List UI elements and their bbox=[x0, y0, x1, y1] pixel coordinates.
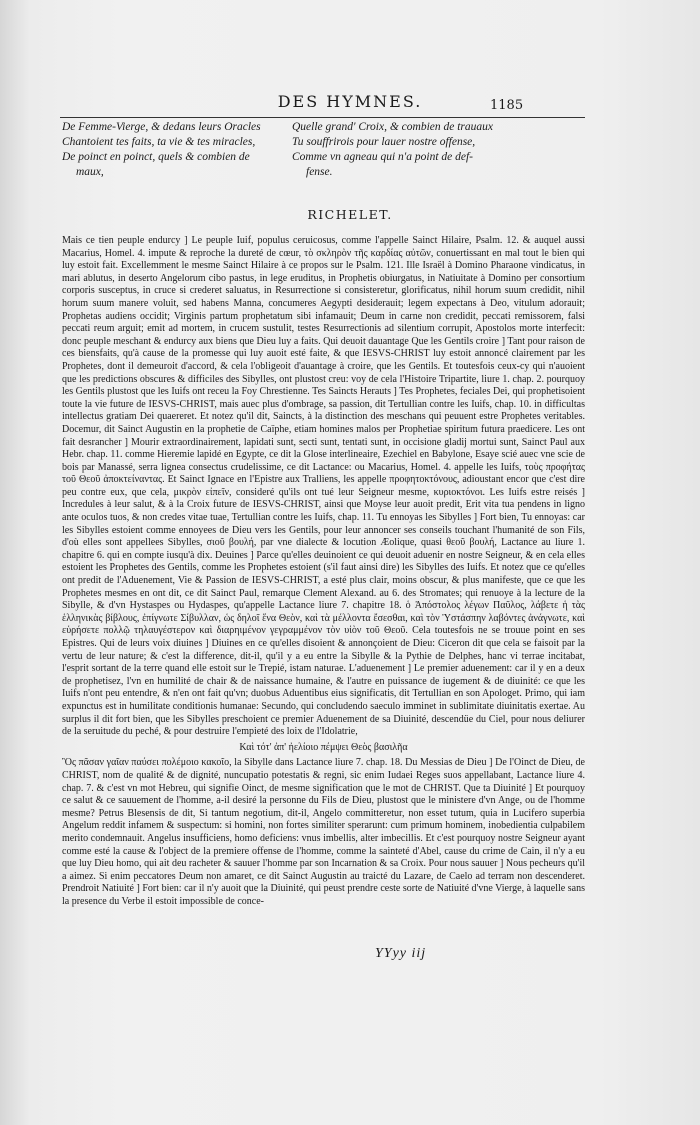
header-rule bbox=[60, 117, 585, 118]
verse-line: De Femme-Vierge, & dedans leurs Oracles bbox=[62, 121, 261, 133]
page-number: 1185 bbox=[490, 98, 524, 113]
verse-line: Chantoient tes faits, ta vie & tes miracles, bbox=[62, 136, 256, 148]
verse-line: Comme vn agneau qui n'a point de def- bbox=[292, 151, 473, 163]
verse-line: De poinct en poinct, quels & combien de bbox=[62, 151, 250, 163]
verse-line: Tu souffrirois pour lauer nostre offense, bbox=[292, 136, 476, 148]
commentary-heading: RICHELET. bbox=[307, 207, 393, 222]
verse-line: Quelle grand' Croix, & combien de trauaux bbox=[292, 121, 494, 133]
commentary-paragraph: Ὃς πᾶσαν γαῖαν παύσει πολέμοιο κακοῖο, la Sibylle dans Lactance liure 7. chap. 18. Du Messias de Dieu ] De l'Oinct de Dieu, de CHRIST, nom de qualité & de dignité, nuncupatio potestatis & regni, sic enim Iudaei Reges suos appellabant, Lactance liure 4. chap. 7. & c'est vn mot Hebreu, qui signifie Oinct, de mesme signification que le mot de CHRIST. Que ta Diuinité ] Et pourquoy ce salut & ce sauuement de l'homme, a-il desiré la personne du Fils de Dieu, plustost que le ministere d'vn Ange, ou de l'homme mesme? Petrus Blesensis de dit, Si tantum negotium, dit-il, Angelo committeretur, non esset tutum, quia in Lucifero superbia Angelum reddit infamem & suspectum: si homini, non fortes similiter sperarunt: cum primum hominem, inobedientia culpabilem merito condemnauit. Angelus insufficiens, homo deficiens: vnus imbellis, alter imbecillis. Et c'est pourquoy nostre Seigneur ayant comme esté la cause & l'object de la premiere offense de l'homme, comme la sainteté d'Abel, cause du crime de Cain, il n'y a eu que luy Dieu homo, qui ait deu racheter & sauuer l'homme par son Incarnation & sa Croix. Pour nous sauuer ] Nous pecheurs qu'il a aimez. Si enim peccatores Deum non amaret, ce dit Sainct Augustin au traicté du Lazare, de Caelo ad terram non descenderet. Prendroit Natiuité ] Fort bien: car il n'y auoit que la Diuinité, qui peust prendre ceste sorte de Natiuité d'vne Vierge, à laquelle sans la presence du Verbe il estoit impossible de conce- bbox=[62, 757, 585, 907]
commentary-body bbox=[62, 235, 585, 908]
signature-mark: YYyy iij bbox=[375, 946, 427, 961]
stanza-right bbox=[292, 120, 582, 180]
verse-line: fense. bbox=[306, 166, 333, 178]
commentary-paragraph: Mais ce tien peuple endurcy ] Le peuple Iuif, populus ceruicosus, comme l'appelle Sainct Hilaire, Psalm. 12. & auquel aussi Macarius, Homel. 4. impute & reproche la dureté de cœur, τὸ σκληρὸν τῆς καρδίας αὐτῶν, conuertissant en mal tout le bien qui luy estoit fait. Excellemment le mesme Sainct Hilaire à ce propos sur le Psalm. 121. Ille Israël à Domino Pharaone vindicatus, in mari ablutus, in deserto Angelorum cibo pastus, in lege eruditus, in Prophetis obiurgatus, in Natiuitate à Domino per consortium corporis susceptus, in cruce si crederet saluatus, in Resurrectione si consisteretur, glorificatus, nihil horum suum credidit, nihil horum suum manere voluit, sed habens Manna, concumeres Aegypti desiderauit; legem expectans à Deo, vitulum adorauit; Prophetas audiens occidit; Virginis partum prophetatum sibi infamauit; Deum in carne non credidit, peccati remissorem, falsi peccati reum arguit; emit ad mortem, in crucem sustulit, testes Resurrectionis ad silentium corrupit, Apostolos morte interfecit: donc peuple meschant & endurcy aux biens que Dieu luy a faits. Qui deuoit dauantage Que les Gentils croire ] Tant pour raison de ces biensfaits, qu'à cause de la promesse qui luy auoit esté faite, & que IESVS-CHRIST luy estoit annoncé clairement par les Prophetes, dont il demeuroit d'accord, & cela l'obligeoit d'auantage à croire, que les Gentils. Et toutesfois ceux-cy qui n'auoient que les predictions obscures & difficiles des Sibylles, ont plustost creu: voy de cela l'Histoire Tripartite, liure 1. chap. 2. pourquoy les Gentils plustost que les Iuifs ont receu la Foy Chrestienne. Tes Saincts Herauts ] Tes Prophetes, feciales Dei, qui prophetisoient toute la vie future de IESVS-CHRIST, mais auec plus d'ombrage, sa passion, dit Tertullian contre les Iuifs, chap. 10. in difficultas intellectus gratiam Dei quaereret. Et notez qu'il dit, Saincts, à la distinction des meschans qui peuuent estre Prophetes veritables. Docemur, dit Sainct Augustin en la prophetie de Caïphe, etiam homines malos per Prophetiae spiritum futura praedicere. Les ont fait desrancher ] Mourir extraordinairement, lapidati sunt, secti sunt, tentati sunt, in occisione gladij mortui sunt, Sainct Paul aux Hebr. chap. 11. comme Hieremie lapidé en Egypte, ce dit la Glose interlineaire, Ezechiel en Babylone, Esaye scié auec vne scie de bois par Manassé, serra lignea consectus crudelissime, ce dit Lactance: ou Macarius, Homel. 4. appelle les Iuifs, τοὺς προφήτας τοῦ Θεοῦ ἀποκτείναντας. Et Sainct Ignace en l'Epistre aux Tralliens, les appelle προφητοκτόνους, adioustant encor que c'est dire peu contre eux, que cela, μικρὸν εἰπεῖν, consideré qu'ils ont tué leur Seigneur mesme, κυριοκτόνοι. Les Iuifs estre reisés ] Incredules à leur salut, & à la Croix future de IESVS-CHRIST, ainsi que Moyse leur auoit predit, Erit vita tua pendens in ligno ante oculos tuos, & non credes vitae tuae, Tertullian contre les Iuifs, chap. 11. Tu ennoyas les Sibylles ] Fort bien, Tu ennoyas: car les Sibylles estoient comme ennoyees de Dieu vers les Gentils, pour leur annoncer ses conseils touchant l'humanité de son Fils, d'où elles sont appellees Sibylles, σιοῦ βουλή, par vne dialecte & locution Æolique, quasi θεοῦ βουλή, Lactance au liure 1. chapitre 6. qui en compte iusqu'à dix. Deuines ] Parce qu'elles deuinoient ce qui deuoit aduenir en nostre Seigneur, & en cela elles estoient les Prophetes des Gentils, comme les Prophetes estoient (s'il faut ainsi dire) les Sibylles des Iuifs. Et notez que ce qu'elles ont predit de l'Aduenement, Vie & Passion de IESVS-CHRIST, a esté plus clair, moins obscur, & plus manifeste, que ce que les Prophetes mesmes en ont dit, ce dit Sainct Paul, remarque Clement Alexand. au 6. des Stromates; qui renuoye à la lecture de la Sibylle, & d'vn Hystaspes ou Hydaspes, qu'appelle Lactance liure 7. chapitre 18. ὁ Ἀπόστολος λέγων Παῦλος, λάβετε ἡ τὰς ἑλληνικὰς βίβλους, ἐπίγνωτε Σίβυλλαν, ὡς δηλοῖ ἕνα Θεὸν, καὶ τὰ μέλλοντα ἔσεσθαι, καὶ τὸν Ὑστάσπην λαβόντες ἀνάγνωτε, καὶ εὑρήσετε πολλῷ τηλαυγέστερον καὶ διαρηιμένον γεγραμμένον τὸν υἱὸν τοῦ Θεοῦ. Cela toutesfois ne se trouue point en ses Epistres. Qui de leurs voix diuines ] Diuines en ce qu'elles disoient & annonçoient de Dieu: Ciceron dit que cela se faisoit par la vertu de leur nature; & c'est la difference, dit-il, qu'il y a eu entre la Sibylle & la Pythie de Delphes, hanc vi terrae incitabat, l'esprit sortant de la terre quand elle estoit sur le Trepié, istam naturae. L'aduenement ] Le premier aduenement: car il y en a deux de prophetisez, l'vn en humilité de chair & de naissance humaine, & l'autre en puissance de iugement & de diuinité: ce que les Iuifs n'ont peu entendre, & n'en ont fait qu'vn; duobus Aduentibus eius significatis, dit Tertullian en son Apologet. Primo, qui iam expunctus est in humilitate conditionis humanae: Secundo, qui concludendo saeculo imminet in sublimitate diuinitatis exertae. Au surplus il dit fort bien, que les Sibylles preschoient ce premier Aduenement de sa Diuinité, descendüe du Ciel, pour nous deliurer de la seruitude du peché, & pour destruire l'empieté des loix de l'Idolatrie, bbox=[62, 235, 585, 738]
verse-line: maux, bbox=[76, 166, 104, 178]
running-header: DES HYMNES. bbox=[277, 92, 423, 111]
stanza-left bbox=[62, 120, 287, 180]
sibyl-verse: Καὶ τότ' ἀπ' ἠελίοιο πέμψει Θεὸς βασιλῆα bbox=[239, 741, 408, 753]
